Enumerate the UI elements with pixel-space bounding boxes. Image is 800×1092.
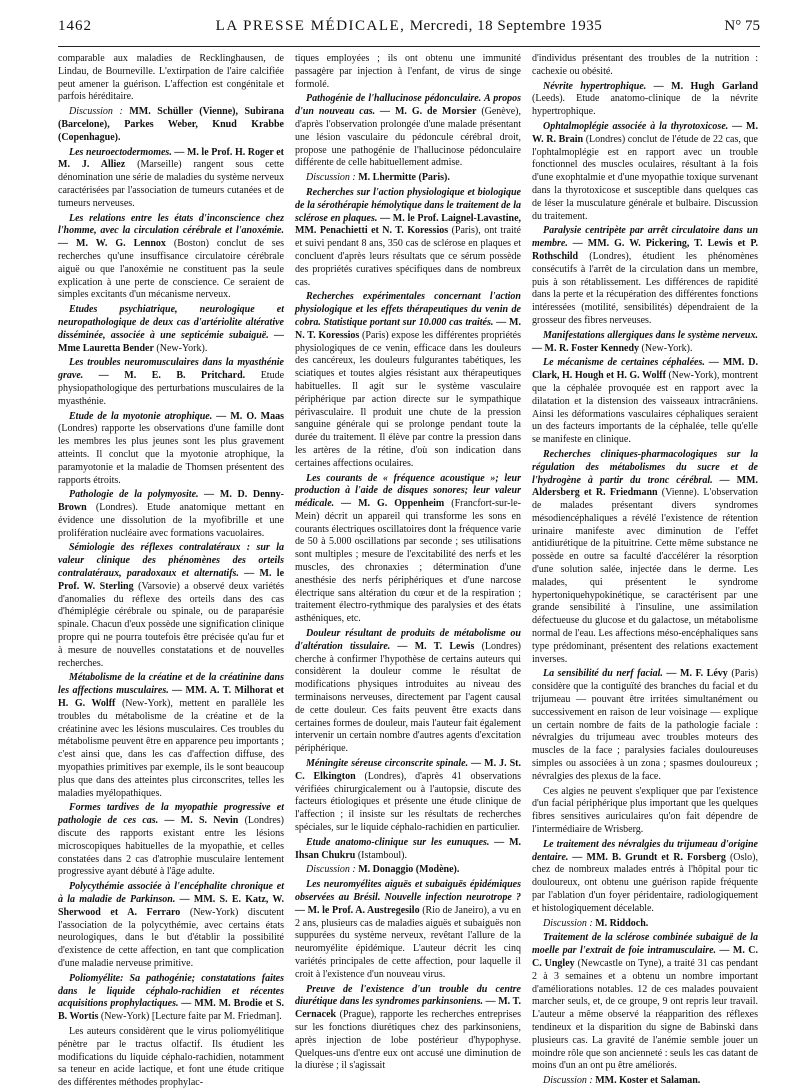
abstract-text: [532, 53, 758, 79]
abstract-entry: [532, 330, 758, 356]
column-1: [58, 53, 284, 1092]
abstract-body: (Istamboul).: [357, 849, 407, 861]
discussion-label: Discussion :: [543, 917, 593, 929]
abstract-authors: M. le Prof. Laignel-Lavastine, MM. Penachietti et N. T. Koressios: [295, 212, 522, 237]
abstract-title: Pathologie de la polymyosite. —: [69, 489, 215, 501]
abstract-title: Méningite séreuse circonscrite spinale. —: [306, 758, 482, 770]
abstract-entry: [532, 932, 758, 1073]
abstract-title: Recherches sur l'action physiologique et biologique de la sérothérapie hémolytique dans le traitement de la sclérose en plaques. —: [295, 186, 521, 224]
abstract-entry: [58, 304, 284, 355]
abstract-entry: [295, 879, 521, 981]
abstract-title: Manifestations allergiques dans le système nerveux. —: [532, 329, 758, 354]
abstract-text: [58, 1026, 284, 1090]
abstract-entry: [58, 489, 284, 540]
abstract-authors: M. Riddoch.: [595, 917, 649, 929]
abstract-body: (Vienne). L'observation de malades présentant divers syndromes mésodiencéphaliques a révélé l'existence de rétention urinaire manifeste avec diminution de l'effet antidiurétique de la pituitrine. Cette même substance ne possède en outre sa faculté d'accélérer la résorption d'une solution salée, injectée dans le derme. Les malades, qui présentent le syndrome hypertoniquehypokinétique, se caractérisent par une grande sensibilité à l'insuline, une assimilation défectueuse du glucose et du galactose, un métabolisme normal de l'eau. Les affections méso-encéphaliques sans type prédominant, présentent des relations exactement inverses.: [532, 487, 758, 665]
abstract-entry: [58, 973, 284, 1024]
abstract-authors: M. J. St. C. Elkington: [295, 758, 521, 782]
abstract-body: (Londres) cherche à confirmer l'hypothèse de certains auteurs qui considèrent la douleur comme le résultat de modifications physiques introduites au niveau des terminaisons nerveuses, directement par l'agent causal de cette douleur. Ces faits peuvent être exacts dans certaines formes de douleur, mais l'auteur fait également intervenir un certain nombre d'autres agents d'excitation périphérique.: [295, 640, 522, 755]
abstract-body: (Paris), ont traité et suivi pendant 8 ans, 350 cas de sclérose en plaques et concluent d'après leurs résultats que ce sérum possède des propriétés curatives spécifiques dans de nombreux cas.: [295, 225, 521, 288]
abstract-authors: MM. G. W. Pickering, T. Lewis et P. Rothschild: [532, 238, 759, 262]
abstract-body: (New-York).: [641, 342, 693, 354]
abstract-title: Névrite hypertrophique. —: [543, 80, 664, 92]
abstract-entry: [295, 837, 521, 863]
abstract-entry: [295, 291, 521, 470]
abstract-entry: [295, 473, 521, 627]
abstract-authors: M. O. Maas: [230, 410, 284, 422]
abstract-authors: M. T. Cernacek: [295, 996, 521, 1021]
abstract-body: (Leeds). Etude anatomo-clinique de la névrite hypertrophique.: [532, 93, 758, 118]
discussion-line: [295, 172, 521, 185]
abstract-body: comparable aux maladies de Recklinghausen, de Lindau, de Bourneville. L'extirpation de l'aire calcifiée peut amener la guérison. L'affection est congénitale et parfois héréditaire.: [58, 53, 284, 103]
abstract-body: (Londres) discute des rapports existant entre les lésions microscopiques habituelles de la myopathie, et celles constatées dans 2 cas d'atrophie musculaire lentement progressive ayant débuté à l'âge adulte.: [58, 815, 285, 878]
abstract-title: Douleur résultant de produits de métabolisme ou d'altération tissulaire. —: [295, 628, 521, 652]
abstract-text: [532, 786, 758, 837]
abstract-authors: MM. M. Brodie et S. B. Wortis: [58, 998, 285, 1023]
issue-date: Mercredi, 18 Septembre 1935: [409, 18, 603, 34]
abstract-body: (Londres) conclut de l'étude de 22 cas, que l'ophtalmoplégie est en rapport avec un trouble fonctionnel des muscles oculaires, résultant à la fois d'une exophtalmie et d'une myopathie toxique survenant dans la thyrotoxicose et susceptible dans quelques cas de léser la musculature générale et bulbaire. Discussion du traitement.: [532, 133, 758, 222]
abstract-entry: [532, 225, 758, 327]
abstract-authors: M. S. Nevin: [180, 815, 239, 827]
abstract-authors: M. Hugh Garland: [671, 80, 759, 92]
abstract-authors: M. Lhermitte (Paris).: [358, 172, 450, 184]
discussion-label: Discussion :: [306, 864, 356, 876]
abstract-entry: [295, 984, 521, 1074]
abstract-title: Les neuromyélites aiguës et subaiguës épidémiques observées au Brésil. Nouvelle infection neurotrope ? —: [295, 879, 521, 916]
abstract-body: (Londres), d'après 41 observations vérifiées chirurgicalement ou à l'autopsie, discute des facteurs étiologiques et présente une étude clinique de l'affection ; il insiste sur les résultats de recherches spéciales, sur le liquide céphalo-rachidien en particulier.: [295, 770, 521, 834]
abstract-title: Ophtalmoplégie associée à la thyrotoxicose. —: [543, 120, 743, 132]
abstract-authors: M. N. T. Koressios: [295, 316, 521, 341]
discussion-label: Discussion :: [69, 106, 123, 118]
abstract-body: d'individus présentant des troubles de la nutrition : cachexie ou obésité.: [532, 53, 758, 77]
abstract-entry: [58, 672, 284, 800]
abstract-authors: MM. D. Clark, H. Hough et H. G. Wolff: [532, 357, 758, 382]
abstract-title: Paralysie centripète par arrêt circulatoire dans un membre. —: [532, 225, 758, 250]
abstract-authors: M. R. Foster Kennedy: [544, 342, 640, 354]
abstract-authors: M. le Prof. A. Austregesilo: [307, 904, 420, 916]
discussion-line: [58, 106, 284, 144]
abstract-body: (Rio de Janeiro), a vu en 2 ans, plusieurs cas de maladies aiguës et subaiguës non suppurées du système nerveux, revêtant l'allure de la neuromyélite épidémique. L'auteur décrit les cinq variétés principales de cette affection, pour laquelle il croit à l'existence d'un nouveau virus.: [295, 904, 521, 980]
abstract-body: (New-York), mettent en parallèle les troubles du métabolisme de la créatine et de la créatinine avec les lésions musculaires. Ces troubles du métabolisme peuvent être en apparence peu importants ; c'est ainsi que, dans les cas d'affection diffuse, des myopathies primitives par exemple, ils le sont beaucoup plus que dans des atteintes plus circonscrites, telles les maladies myélopathiques.: [58, 698, 285, 799]
abstract-entry: [532, 357, 758, 447]
journal-title: LA PRESSE MÉDICALE,: [215, 18, 406, 34]
abstract-title: Etudes psychiatrique, neurologique et neuropathologique de deux cas d'artériolite altérative disséminée, associée à une septicémie subaiguë. —: [58, 304, 284, 341]
abstract-authors: M. E. B. Pritchard.: [124, 370, 246, 382]
abstract-authors: M. C. C. Ungley: [532, 945, 758, 969]
discussion-line: [295, 864, 521, 877]
discussion-label: Discussion :: [306, 172, 356, 184]
abstract-body: (New-York) discutent l'association de la polycythémie, avec certains états neurologiques, dans le but d'établir la possibilité d'existence de cette affection, en tant que complication d'une maladie nerveuse primitive.: [58, 906, 285, 969]
abstract-entry: [532, 121, 758, 223]
abstract-entry: [532, 839, 758, 916]
abstract-authors: M. F. Lévy: [680, 668, 728, 680]
column-3: [532, 53, 758, 1092]
abstract-title: La sensibilité du nerf facial. —: [543, 668, 677, 680]
abstract-authors: M. le Prof. W. Sterling: [58, 568, 285, 592]
abstract-entry: [295, 628, 521, 756]
abstract-body: (Prague), rapporte les recherches entreprises sur les fonctions diurétiques chez des parkinsoniens, après injection de lobe postérieur d'hypophyse. Quelques-uns d'entre eux ont accusé une diminution de la diurèse ; il s'agissait: [295, 1009, 521, 1072]
article-columns: [58, 53, 760, 1092]
abstract-body: (Londres) rapporte les observations d'une famille dont les membres les plus jeunes sont les plus gravement atteints. Il conclut que la myotonie atrophique, la paramyotonie et la maladie de Thomsen présentent des rapports étroits.: [58, 423, 284, 486]
abstract-authors: MM. Aldersberg et R. Friedmann: [532, 474, 758, 499]
issue-number: N° 75: [724, 18, 760, 34]
abstract-entry: [58, 542, 284, 670]
abstract-title: Métabolisme de la créatine et de la créatinine dans les affections musculaires. —: [58, 672, 284, 697]
abstract-body: Les auteurs considèrent que le virus poliomyélitique pénètre par le tractus olfactif. Ils étudient les modifications du liquide céphalo-rachidien, notamment sa teneur en acide lactique, et font une étude critique des différentes méthodes prophylac-: [58, 1025, 284, 1089]
abstract-entry: [532, 449, 758, 667]
abstract-title: Etude de la myotonie atrophique. —: [69, 410, 227, 422]
abstract-authors: Mme Lauretta Bender: [58, 342, 154, 354]
abstract-title: Sémiologie des réflexes contralatéraux : sur la valeur clinique des phénomènes des orteils contralatéraux, paradoxaux et alternatifs. —: [58, 542, 284, 580]
abstract-authors: MM. B. Grundt et R. Forsberg: [586, 851, 726, 863]
abstract-entry: [58, 802, 284, 879]
abstract-authors: MM. A. T. Milhorat et H. G. Wolff: [58, 685, 284, 710]
abstract-body: (Varsovie) a observé deux variétés d'anomalies du réflexe des orteils dans des cas d'hémiplégie cérébrale ou spinale, ou de paraparésie spinale. Chacun d'eux possède une signification clinique propre qui ne pourra toutefois être précisée qu'au fur et à mesure de nouvelles constatations et de nouvelles recherches.: [58, 580, 285, 669]
abstract-body: (Paris) considère que la contiguïté des branches du facial et du trijumeau — pouvant être irritées simultanément ou successivement en raison de leur voisinage — explique un certain nombre de faits de la pathologie faciale : névralgies du trijumeau avec troubles moteurs des muscles de la face ; paralysies faciales douloureuses simples ou associées à un zona ; spasmes douloureux ; névralgies des plexus de la face.: [532, 668, 758, 782]
abstract-entry: [58, 213, 284, 303]
abstract-authors: M. G. Oppenheim: [358, 498, 445, 510]
abstract-entry: [295, 187, 521, 289]
abstract-body: Ces algies ne peuvent s'expliquer que par l'existence d'un facial périphérique plus important que les quelques fibres sensitives auriculaires qu'on fait dépendre de l'intermédiaire de Wrisberg.: [532, 785, 758, 836]
abstract-body: (Genève), d'après l'observation prolongée d'une malade présentant une lésion vasculaire du pédoncule cérébral droit, propose une pathogénie de l'hallucinose pédonculaire différente de celle habituellement admise.: [295, 106, 522, 169]
abstract-title: Formes tardives de la myopathie progressive et pathologie de ces cas. —: [58, 802, 284, 827]
abstract-title: Poliomyélite: Sa pathogénie; constatations faites dans le liquide céphalo-rachidien et récentes acquisitions prophylactiques. —: [58, 972, 284, 1010]
abstract-entry: [295, 758, 521, 835]
abstract-authors: M. G. de Morsier: [394, 106, 477, 118]
abstract-body: (Londres), étudient les phénomènes consécutifs à l'arrêt de la circulation dans un membre, puis à son rétablissement. Les différences de rapidité dans la perte et la récupération des différentes fonctions intéressées (motilité, sensibilités) dépendraient de la grosseur des fibres nerveuses.: [532, 250, 759, 326]
abstract-title: Preuve de l'existence d'un trouble du centre diurétique dans les syndromes parkinsoniens. —: [295, 983, 521, 1008]
abstract-entry: [58, 147, 284, 211]
abstract-authors: MM. Koster et Salaman.: [595, 1075, 701, 1087]
abstract-title: Traitement de la sclérose combinée subaiguë de la moelle par l'extrait de foie intramusculaire. —: [532, 932, 758, 957]
abstract-text: [295, 53, 521, 91]
abstract-body: (Oslo), chez de nombreux malades entrés à l'hôpital pour tic douloureux, ont obtenu une guérison rapide fréquente par l'ablation d'un foyer péridentaire, radiologiquement et histologiquement décelable.: [532, 851, 759, 914]
abstract-title: Etude anatomo-clinique sur les eunuques. —: [306, 836, 505, 848]
abstract-entry: [532, 668, 758, 783]
page-header: [58, 16, 760, 47]
abstract-authors: M. Ihsan Chukru: [295, 836, 522, 861]
abstract-title: Les courants de « fréquence acoustique »; leur production à l'aide de disques sonores; leur valeur médicale. —: [295, 472, 521, 510]
abstract-body: (Londres). Etude anatomique mettant en évidence une dissolution de la myofibrille et une prolifération nucléaire avec formations vacuolaires.: [58, 502, 284, 539]
abstract-title: Polycythémie associée à l'encéphalite chronique et à la maladie de Parkinson. —: [58, 881, 284, 905]
page-number: 1462: [58, 18, 92, 34]
abstract-authors: M. W. R. Brain: [532, 120, 758, 145]
abstract-title: Le mécanisme de certaines céphalées. —: [543, 357, 719, 369]
abstract-entry: [58, 411, 284, 488]
abstract-title: Recherches expérimentales concernant l'action physiologique et les effets thérapeutiques du venin de cobra. Statistique portant sur 10.000 cas traités. —: [295, 291, 521, 328]
abstract-body: (Boston) conclut de ses recherches qu'une insuffisance circulatoire cérébrale aiguë ou que l'anoxémie ne constituent pas la seule explication à une perte de conscience. Ce seraient de simples excitants d'un mécanisme nerveux.: [58, 238, 285, 301]
abstract-authors: M. D. Denny-Brown: [58, 489, 285, 514]
discussion-line: [532, 918, 758, 931]
abstract-entry: [532, 81, 758, 119]
abstract-authors: M. le Prof. H. Roger et M. J. Alliez: [58, 146, 285, 171]
abstract-authors: M. W. G. Lennox: [76, 238, 166, 250]
abstract-title: Les neuroectodermomes. —: [69, 146, 185, 158]
abstract-entry: [58, 357, 284, 408]
abstract-entry: [295, 93, 521, 170]
abstract-body: (Newcastle on Tyne), a traité 31 cas pendant 2 à 3 semaines et a obtenu un nombre important d'améliorations notables. 12 de ces malades pouvaient marcher seuls, et, de ce groupe, 9 ont repris leur travail. L'auteur a même observé la réapparition des réflexes tendineux et la disparition du signe de Babinski dans plusieurs cas. La gravité de l'anémie semble jouer un moindre rôle que son ancienneté : seuls les cas datant de moins d'un an ont pu être améliorés.: [532, 957, 758, 1072]
abstract-authors: MM. Schüller (Vienne), Subirana (Barcelone), Parkes Weber, Knud Krabbe (Copenhague).: [58, 106, 284, 143]
abstract-body: Etude physiopathologique des perturbations musculaires de la myasthénie.: [58, 370, 285, 407]
abstract-body: (New-York), montrent que la céphalée provoquée est en rapport avec la dilatation et la distension des vaisseaux intracrâniens. Ainsi les déformations vasculaires céphaliques seraient un des facteurs importants de la céphalée, telle qu'elle se manifeste en clinique.: [532, 370, 758, 446]
abstract-authors: M. T. Lewis: [414, 640, 475, 652]
abstract-body: (Francfort-sur-le-Mein) décrit un appareil qui transforme les sons en courants électriques oscillatoires dont la fréquence varie de 50 à 5.000 oscillations par seconde ; ses utilisations sont multiples ; mesure de l'excitabilité des nerfs et les muscles, des chronaxies ; détermination d'une anesthésie des nerfs périphériques et d'une narcose électrique sans altération du cœur et de la respiration ; traitement électro-rythmique des paralysies et des états asthéniques, etc.: [295, 498, 521, 625]
abstract-title: Les relations entre les états d'inconscience chez l'homme, avec la circulation cérébrale et l'anoxémie. —: [58, 212, 284, 250]
abstract-body: tiques employées ; ils ont obtenu une immunité passagère par injection à l'enfant, de virus de singe formolé.: [295, 53, 521, 90]
abstract-authors: MM. S. E. Katz, W. Sherwood et A. Ferraro: [58, 894, 284, 918]
abstract-authors: M. Donaggio (Modène).: [358, 864, 460, 876]
discussion-label: Discussion :: [543, 1075, 593, 1087]
abstract-entry: [58, 881, 284, 971]
abstract-text: [58, 53, 284, 104]
abstract-body: (Paris) expose les différentes propriétés physiologiques de ce venin, efficace dans les douleurs des cancéreux, les douleurs fulgurantes tabétiques, les sciatiques et toutes algies résistant aux thérapeutiques habituelles. Il agit sur le système vasculaire périphérique par action directe sur le sympathique périvasculaire. Il produit une chute de la pression sanguine générale qui se prolonge pendant toute la durée du traitement. Il élève par contre la pression dans les artères de la rétine, d'où son indication dans certaines affections oculaires.: [295, 329, 521, 469]
abstract-body: (New-York).: [156, 342, 208, 354]
abstract-title: Recherches cliniques-pharmacologiques sur la régulation des métabolismes du sucre et de l'hydrogène à partir du tronc cérébral. —: [532, 448, 758, 486]
column-2: [295, 53, 521, 1092]
abstract-body: (New-York) [Lecture faite par M. Friedman].: [100, 1011, 282, 1023]
abstract-title: Pathogénie de l'hallucinose pédonculaire. A propos d'un nouveau cas. —: [295, 93, 521, 118]
abstract-title: Le traitement des névralgies du trijumeau d'origine dentaire. —: [532, 838, 758, 863]
abstract-body: (Marseille) rangent sous cette dénomination une série de maladies du système nerveux caractérisées par l'association de tumeurs cutanées et de tumeurs nerveuses.: [58, 159, 284, 209]
abstract-title: Les troubles neuromusculaires dans la myasthénie grave. —: [58, 357, 284, 382]
masthead: [58, 18, 760, 35]
